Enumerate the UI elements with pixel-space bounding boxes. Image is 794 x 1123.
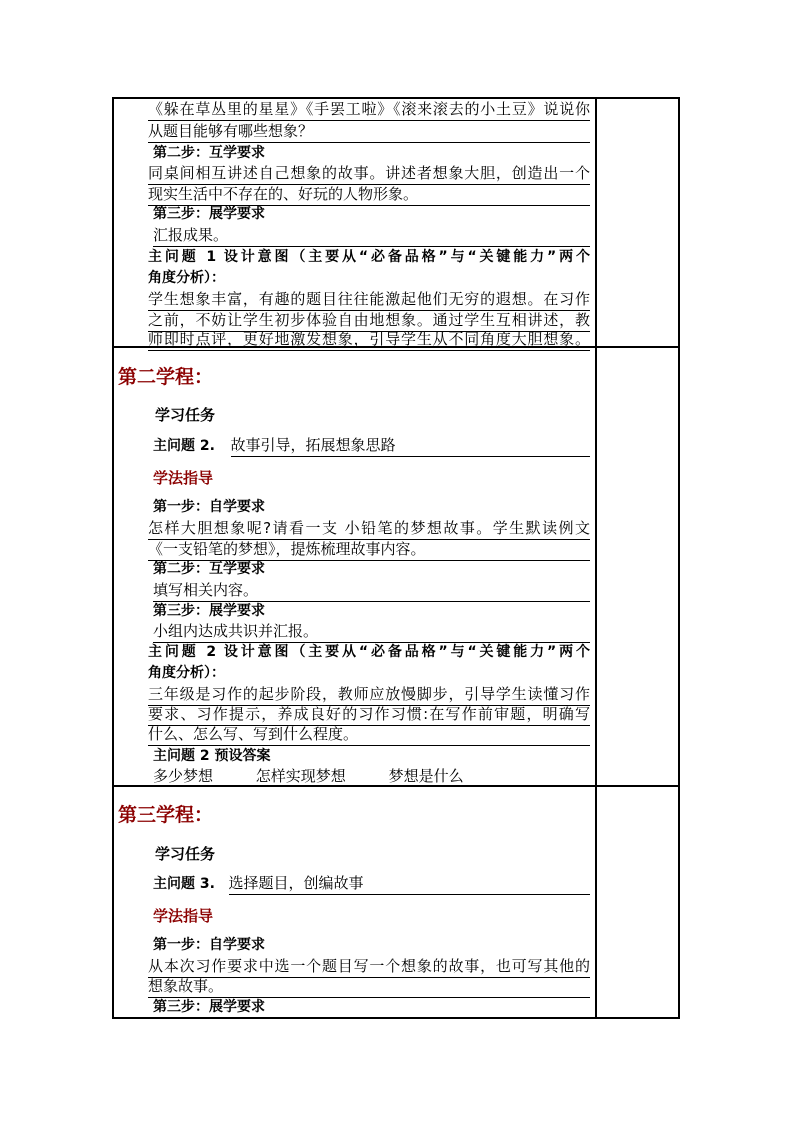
answer-2: 怎样实现梦想: [255, 767, 346, 785]
p2-step1-line1: 怎样大胆想象呢?请看一支 小铅笔的梦想故事。学生默读例文: [148, 517, 590, 540]
step2-title: 第二步：互学要求: [153, 145, 265, 161]
intent1-line1: 主问题 1 设计意图（主要从“必备品格”与“关键能力”两个: [148, 249, 590, 265]
answer-3: 梦想是什么: [388, 767, 464, 785]
answer-row-2: [153, 765, 590, 787]
p2-step2-text: 填写相关内容。: [153, 579, 590, 602]
p2-step3-text: 小组内达成共识并汇报。: [153, 620, 590, 643]
intro-question-line1: 《躲在草丛里的星星》《手罢工啦》《滚来滚去的小土豆》说说你: [148, 98, 590, 121]
p2-step1-line2: 《一支铅笔的梦想》，提炼梳理故事内容。: [148, 538, 590, 561]
p3-step3-title: 第三步：展学要求: [153, 999, 265, 1015]
intro-question-line2: 从题目能够有哪些想象？: [148, 120, 590, 143]
method-label-2: 学法指导: [153, 469, 214, 487]
intent2-text3: 什么、怎么写、写到什么程度。: [148, 723, 590, 746]
intent1-text2: 之前，不妨让学生初步体验自由地想象。通过学生互相讲述，教: [148, 309, 590, 332]
step3-title: 第三步：展学要求: [153, 206, 265, 222]
section-heading-3: 第三学程：: [118, 804, 214, 826]
answer-title-2: 主问题 2 预设答案: [153, 748, 271, 764]
main-question-2: [153, 434, 590, 457]
question-label-3: 主问题 3.: [153, 876, 215, 892]
column-divider: [595, 97, 597, 1019]
question-text-3: 选择题目，创编故事: [229, 872, 591, 895]
answer-1: 多少梦想: [153, 767, 214, 785]
task-label-2: 学习任务: [155, 406, 216, 424]
intent1-text1: 学生想象丰富，有趣的题目往往能激起他们无穷的遐想。在习作: [148, 288, 590, 311]
question-label-2: 主问题 2.: [153, 438, 215, 454]
intent1-text3: 师即时点评，更好地激发想象，引导学生从不同角度大胆想象。: [148, 328, 590, 351]
p2-step2-title: 第二步：互学要求: [153, 561, 265, 577]
question-text-2: 故事引导，拓展想象思路: [231, 434, 591, 457]
step2-line1: 同桌间相互讲述自己想象的故事。讲述者想象大胆，创造出一个: [148, 162, 590, 185]
intent2-text2: 要求、习作提示，养成良好的习作习惯:在写作前审题，明确写: [148, 703, 590, 726]
p3-step1-title: 第一步：自学要求: [153, 937, 265, 953]
step2-line2: 现实生活中不存在的、好玩的人物形象。: [148, 183, 590, 206]
section-heading-2: 第二学程：: [118, 366, 214, 388]
p2-step3-title: 第三步：展学要求: [153, 603, 265, 619]
intent2-line2: 角度分析）：: [148, 665, 225, 681]
task-label-3: 学习任务: [155, 845, 216, 863]
p3-step1-line1: 从本次习作要求中选一个题目写一个想象的故事，也可写其他的: [148, 955, 590, 978]
intent2-line1: 主问题 2 设计意图（主要从“必备品格”与“关键能力”两个: [148, 644, 590, 660]
p2-step1-title: 第一步：自学要求: [153, 499, 265, 515]
step3-text: 汇报成果。: [153, 224, 590, 247]
main-question-3: [153, 872, 590, 895]
intent2-text1: 三年级是习作的起步阶段，教师应放慢脚步，引导学生读懂习作: [148, 683, 590, 706]
intent1-line2: 角度分析）：: [148, 270, 225, 286]
p3-step1-line2: 想象故事。: [148, 975, 590, 998]
method-label-3: 学法指导: [153, 907, 214, 925]
